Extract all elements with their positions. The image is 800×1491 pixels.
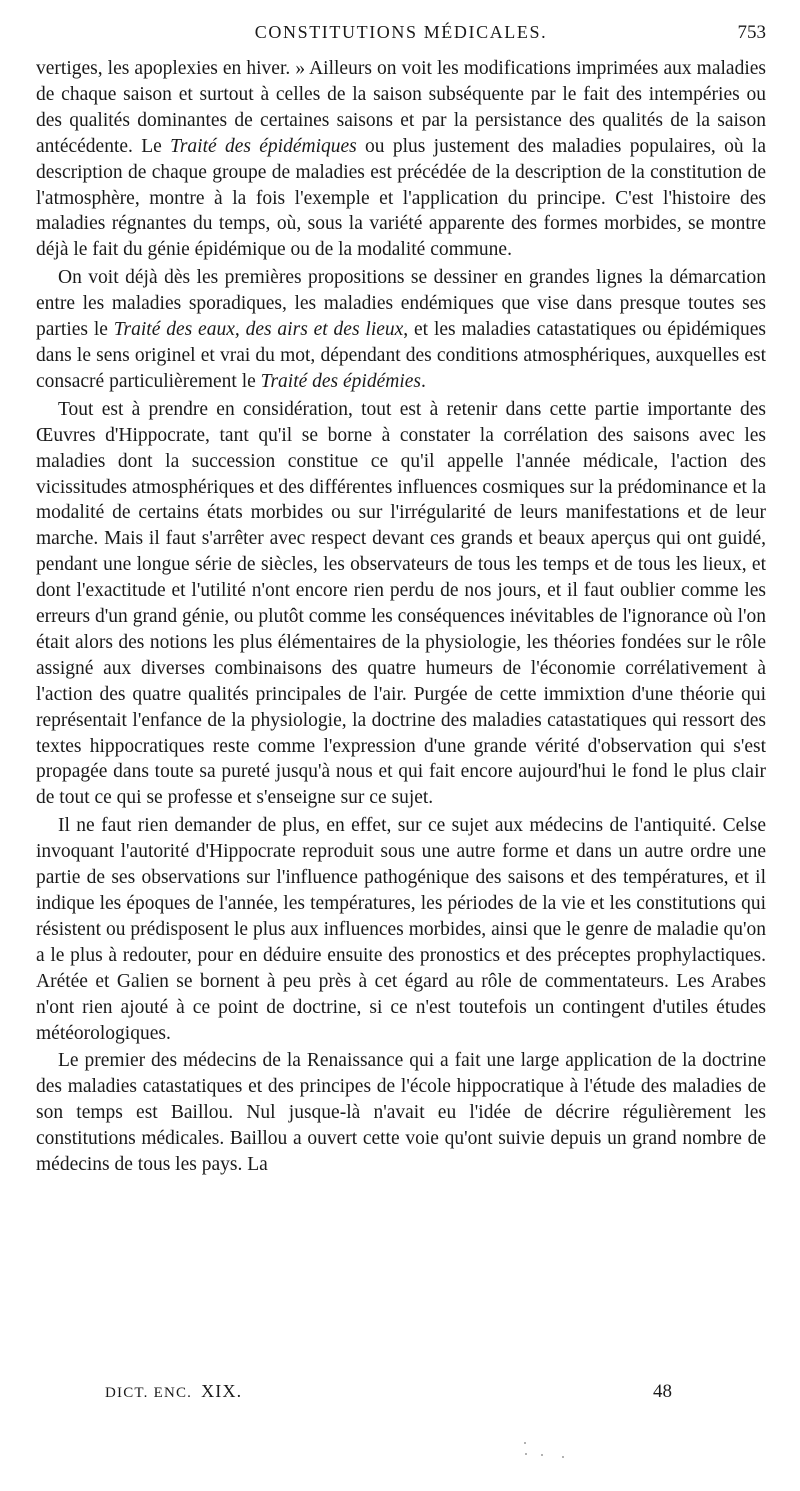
signature-abbrev: DICT. ENC. bbox=[105, 1385, 193, 1401]
italic-title: Traité des épidémies bbox=[260, 370, 421, 392]
italic-title: Traité des eaux, des airs et des lieux bbox=[113, 319, 404, 341]
text-run: vertiges, les apoplexies en hiver. » Ailleurs on voit les modifications imprimées aux maladies de chaque saison et surtout à celles de la saison subséquente par le fait des intempéries ou des qualités dominantes de certaines saisons et par la persistance des qualités de la saison antécédente. Le bbox=[36, 58, 766, 157]
printer-signature bbox=[105, 1381, 242, 1402]
signature-volume: XIX. bbox=[201, 1381, 243, 1401]
paragraph bbox=[36, 397, 766, 812]
page-footer bbox=[105, 1381, 705, 1407]
sheet-number: 48 bbox=[653, 1381, 672, 1402]
page-header bbox=[36, 22, 766, 46]
text-run: On voit déjà dès les premières propositions se dessiner en grandes lignes la démarcation entre les maladies sporadiques, les maladies endémiques que vise dans presque toutes ses parties le bbox=[36, 267, 766, 341]
text-run: . bbox=[421, 370, 426, 392]
paragraph bbox=[36, 265, 766, 395]
page-number: 753 bbox=[737, 22, 766, 43]
text-run: ou plus justement des maladies populaires, où la description de chaque groupe de maladies est précédée de la description de la constitution de l'atmosphère, montre à la fois l'exemple et l'application du principe. C'est l'histoire des maladies régnantes du temps, où, sous la variété apparente des formes morbides, se montre déjà le fait du génie épidémique ou de la modalité commune. bbox=[36, 135, 766, 261]
body-text bbox=[36, 56, 766, 1180]
paper-specks bbox=[0, 1440, 800, 1460]
paragraph bbox=[36, 56, 766, 263]
paper-speck bbox=[525, 1453, 527, 1455]
text-run: Il ne faut rien demander de plus, en effet, sur ce sujet aux médecins de l'antiquité. Celse invoquant l'autorité d'Hippocrate reproduit sous une autre forme et dans un autre ordre une partie de ses observations sur l'influence pathogénique des saisons et des températures, et il indique les époques de l'année, les températures, les périodes de la vie et les constitutions qui résistent ou prédisposent le plus aux influences morbides, ainsi que le genre de maladie qu'on a le plus à redouter, pour en déduire ensuite des pronostics et des préceptes prophylactiques. Arétée et Galien se bornent à peu près à cet égard au rôle de commentateurs. Les Arabes n'ont rien ajouté à ce point de doctrine, si ce n'est toutefois un contingent d'utiles études météorologiques. bbox=[36, 815, 766, 1044]
paragraph bbox=[36, 813, 766, 1046]
paper-speck bbox=[524, 1442, 526, 1444]
text-run: Tout est à prendre en considération, tout est à retenir dans cette partie importante des Œuvres d'Hippocrate, tant qu'il se borne à constater la corrélation des saisons avec les maladies dont la succession constitue ce qu'il appelle l'année médicale, l'action des vicissitudes atmosphériques et des différentes influences cosmiques sur la prédominance et la modalité de certains états morbides ou sur l'irrégularité de leurs manifestations et de leur marche. Mais il faut s'arrêter avec respect devant ces grands et beaux aperçus qui ont guidé, pendant une longue série de siècles, les observateurs de tous les temps et de tous les lieux, et dont l'exactitude et l'utilité n'ont encore rien perdu de nos jours, et il faut oublier comme les erreurs d'un grand génie, ou plutôt comme les conséquences inévitables de l'ignorance où l'on était alors des notions les plus élémentaires de la physiologie, les théories fondées sur le rôle assigné aux diverses combinaisons des quatre humeurs de l'économie corrélativement à l'action des quatre qualités principales de l'air. Purgée de cette immixtion d'une théorie qui représentait l'enfance de la physiologie, la doctrine des maladies catastatiques qui ressort des textes hippocratiques reste comme l'expression d'une grande vérité d'observation qui s'est propagée dans toute sa pureté jusqu'à nous et qui fait encore aujourd'hui le fond le plus clair de tout ce qui se professe et s'enseigne sur ce sujet. bbox=[36, 398, 766, 809]
running-title: CONSTITUTIONS MÉDICALES. bbox=[254, 22, 548, 42]
text-run: , et les maladies catastatiques ou épidémiques dans le sens originel et vrai du mot, dépendant des conditions atmosphériques, auxquelles est consacré particulièrement le bbox=[36, 319, 766, 392]
paragraph bbox=[36, 1048, 766, 1178]
text-run: Le premier des médecins de la Renaissance qui a fait une large application de la doctrine des maladies catastatiques et des principes de l'école hippocratique à l'étude des maladies de son temps est Baillou. Nul jusque-là n'avait eu l'idée de décrire régulièrement les constitutions médicales. Baillou a ouvert cette voie qu'ont suivie depuis un grand nombre de médecins de tous les pays. La bbox=[36, 1050, 766, 1176]
paper-speck bbox=[562, 1456, 564, 1458]
italic-title: Traité des épidémiques bbox=[170, 135, 357, 157]
paper-speck bbox=[541, 1454, 543, 1456]
